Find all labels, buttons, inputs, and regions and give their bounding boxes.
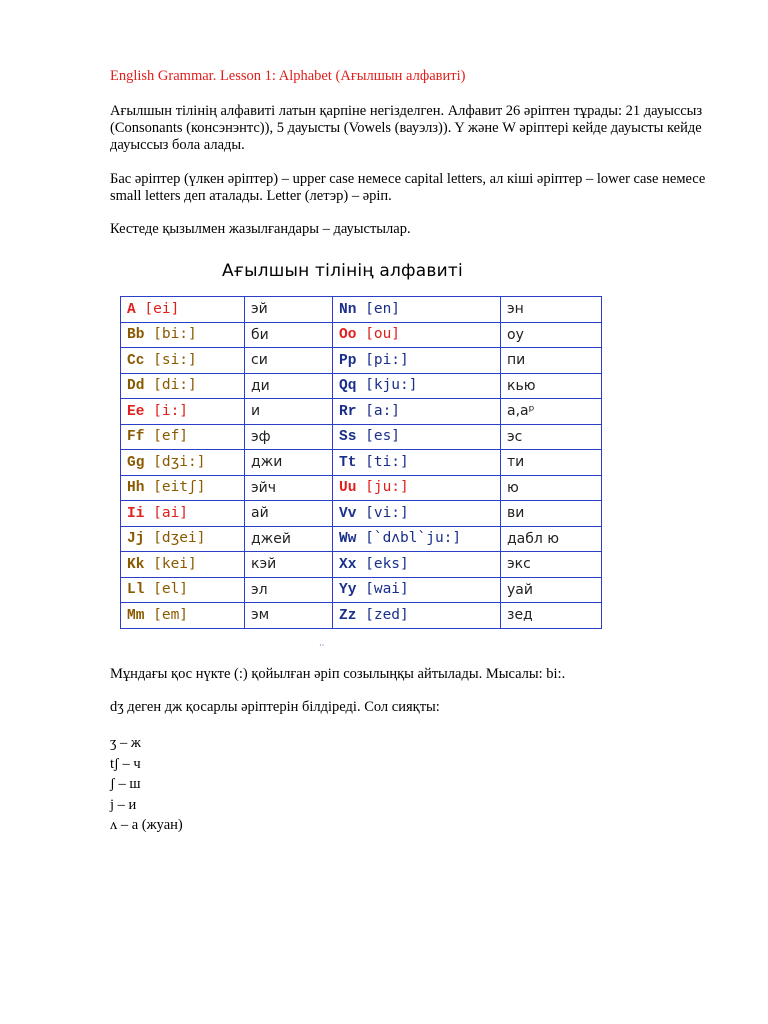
kazakh-reading: эм bbox=[245, 603, 333, 629]
letter-cell-left bbox=[121, 399, 245, 425]
letter-cell-right bbox=[333, 552, 501, 578]
letter: Ss bbox=[339, 429, 357, 446]
letter-cell-right bbox=[333, 297, 501, 323]
kazakh-reading: зед bbox=[501, 603, 602, 629]
letter-cell-left bbox=[121, 552, 245, 578]
letter-cell-right bbox=[333, 526, 501, 552]
kazakh-reading: би bbox=[245, 322, 333, 348]
letter-cell-right bbox=[333, 577, 501, 603]
letter-cell-right bbox=[333, 399, 501, 425]
transcription: [kju:] bbox=[365, 377, 418, 394]
transcription: [pi:] bbox=[365, 351, 409, 368]
transcription: [em] bbox=[153, 606, 189, 623]
table-row bbox=[121, 297, 602, 323]
letter-cell-right bbox=[333, 450, 501, 476]
letter: Kk bbox=[127, 556, 145, 573]
letter: Ii bbox=[127, 505, 145, 522]
letter: Ff bbox=[127, 429, 145, 446]
letter: Rr bbox=[339, 403, 357, 420]
letter-cell-left bbox=[121, 475, 245, 501]
letter-cell-left bbox=[121, 322, 245, 348]
transcription: [`dʌbl`ju:] bbox=[365, 530, 462, 547]
table-row bbox=[121, 603, 602, 629]
table-row bbox=[121, 577, 602, 603]
letter-cell-left bbox=[121, 603, 245, 629]
transcription: [dʒi:] bbox=[153, 453, 206, 470]
letter: Ll bbox=[127, 582, 145, 599]
transcription: [eks] bbox=[365, 555, 409, 572]
kazakh-reading: джи bbox=[245, 450, 333, 476]
kazakh-reading: эй bbox=[245, 297, 333, 323]
kazakh-reading: кэй bbox=[245, 552, 333, 578]
letter-cell-left bbox=[121, 373, 245, 399]
transcription: [eitʃ] bbox=[153, 479, 206, 496]
transcription: [ju:] bbox=[365, 479, 409, 496]
letter-cell-right bbox=[333, 424, 501, 450]
transcription: [vi:] bbox=[365, 504, 409, 521]
transcription: [zed] bbox=[365, 606, 409, 623]
table-row bbox=[121, 475, 602, 501]
letter-cell-left bbox=[121, 424, 245, 450]
kazakh-reading: ди bbox=[245, 373, 333, 399]
kazakh-reading: ай bbox=[245, 501, 333, 527]
letter-cell-right bbox=[333, 348, 501, 374]
letter-cell-left bbox=[121, 348, 245, 374]
table-row bbox=[121, 322, 602, 348]
transcription: [wai] bbox=[365, 581, 409, 598]
table-row bbox=[121, 552, 602, 578]
vowel-note-paragraph: Кестеде қызылмен жазылғандары – дауыстылар. bbox=[110, 221, 411, 237]
transcription: [es] bbox=[365, 428, 401, 445]
letter: Ww bbox=[339, 531, 357, 548]
transcription: [bi:] bbox=[153, 326, 197, 343]
colon-note-paragraph: Мұндағы қос нүкте (:) қойылған әріп созылыңқы айтылады. Мысалы: bi:. bbox=[110, 666, 566, 682]
letter: Bb bbox=[127, 327, 145, 344]
digraph-note-paragraph: dʒ деген дж қосарлы әріптерін білдіреді. Сол сияқты: bbox=[110, 699, 440, 715]
letter: Pp bbox=[339, 352, 357, 369]
kazakh-reading: эф bbox=[245, 424, 333, 450]
letter: Mm bbox=[127, 607, 145, 624]
transcription: [el] bbox=[153, 581, 189, 598]
symbol-list bbox=[110, 733, 183, 836]
transcription: [i:] bbox=[153, 402, 189, 419]
table-title: Ағылшын тілінің алфавиті bbox=[222, 261, 463, 281]
table-row bbox=[121, 373, 602, 399]
letter: Vv bbox=[339, 505, 357, 522]
letter: A bbox=[127, 301, 136, 318]
kazakh-reading: пи bbox=[501, 348, 602, 374]
letter-cell-right bbox=[333, 373, 501, 399]
kazakh-reading: эл bbox=[245, 577, 333, 603]
transcription: [di:] bbox=[153, 377, 197, 394]
symbol-item: j – и bbox=[110, 796, 137, 813]
lesson-title: English Grammar. Lesson 1: Alphabet (Ағылшын алфавиті) bbox=[110, 68, 466, 84]
alphabet-table-body bbox=[121, 297, 602, 629]
table-footnote-dots: ·· bbox=[319, 641, 325, 650]
letter: Ee bbox=[127, 403, 145, 420]
table-row bbox=[121, 501, 602, 527]
letter-cell-left bbox=[121, 501, 245, 527]
letter-cell-right bbox=[333, 322, 501, 348]
intro-paragraph: Ағылшын тілінің алфавиті латын қарпіне негізделген. Алфавит 26 әріптен тұрады: 21 дауыссыз (Consonants (консэнэнтс)), 5 дауысты (Vowels (вауэлз)). Y және W әріптері кейде дауысты кейде дауыссыз бола алады. bbox=[110, 103, 703, 153]
symbol-item: ʌ – а (жуан) bbox=[110, 817, 183, 833]
kazakh-reading: эс bbox=[501, 424, 602, 450]
letter: Qq bbox=[339, 378, 357, 395]
kazakh-reading: эн bbox=[501, 297, 602, 323]
kazakh-reading: джей bbox=[245, 526, 333, 552]
letter: Oo bbox=[339, 327, 357, 344]
kazakh-reading: оу bbox=[501, 322, 602, 348]
kazakh-reading: дабл ю bbox=[501, 526, 602, 552]
letter-cell-left bbox=[121, 450, 245, 476]
table-row bbox=[121, 450, 602, 476]
letter: Uu bbox=[339, 480, 357, 497]
kazakh-reading: ти bbox=[501, 450, 602, 476]
transcription: [dʒei] bbox=[153, 530, 206, 547]
symbol-item: ʒ – ж bbox=[110, 735, 141, 751]
table-row bbox=[121, 526, 602, 552]
kazakh-reading: кью bbox=[501, 373, 602, 399]
transcription: [a:] bbox=[365, 402, 401, 419]
letter-cell-right bbox=[333, 603, 501, 629]
letter: Hh bbox=[127, 480, 145, 497]
transcription: [ai] bbox=[153, 504, 189, 521]
letter: Tt bbox=[339, 454, 357, 471]
kazakh-reading: экс bbox=[501, 552, 602, 578]
transcription: [ti:] bbox=[365, 453, 409, 470]
transcription: [kei] bbox=[153, 555, 197, 572]
case-paragraph: Бас әріптер (үлкен әріптер) – upper case немесе capital letters, ал кіші әріптер – lower case немесе small letters деп аталады. Letter (летэр) – әріп. bbox=[110, 171, 706, 204]
letter-cell-left bbox=[121, 526, 245, 552]
kazakh-reading: си bbox=[245, 348, 333, 374]
letter: Nn bbox=[339, 301, 357, 318]
alphabet-table bbox=[120, 296, 602, 629]
table-row bbox=[121, 348, 602, 374]
kazakh-reading: а,аᵖ bbox=[501, 399, 602, 425]
transcription: [si:] bbox=[153, 351, 197, 368]
table-row bbox=[121, 399, 602, 425]
transcription: [en] bbox=[365, 300, 401, 317]
kazakh-reading: уай bbox=[501, 577, 602, 603]
letter: Yy bbox=[339, 582, 357, 599]
letter-cell-right bbox=[333, 501, 501, 527]
kazakh-reading: ю bbox=[501, 475, 602, 501]
letter: Zz bbox=[339, 607, 357, 624]
transcription: [ei] bbox=[144, 300, 180, 317]
kazakh-reading: и bbox=[245, 399, 333, 425]
kazakh-reading: ви bbox=[501, 501, 602, 527]
kazakh-reading: эйч bbox=[245, 475, 333, 501]
transcription: [ou] bbox=[365, 326, 401, 343]
symbol-item: ʃ – ш bbox=[110, 776, 141, 792]
letter-cell-left bbox=[121, 577, 245, 603]
letter: Gg bbox=[127, 454, 145, 471]
letter: Cc bbox=[127, 352, 145, 369]
letter: Dd bbox=[127, 378, 145, 395]
letter: Jj bbox=[127, 531, 145, 548]
letter-cell-right bbox=[333, 475, 501, 501]
letter-cell-left bbox=[121, 297, 245, 323]
table-row bbox=[121, 424, 602, 450]
transcription: [ef] bbox=[153, 428, 189, 445]
symbol-item: tʃ – ч bbox=[110, 755, 141, 772]
letter: Xx bbox=[339, 556, 357, 573]
